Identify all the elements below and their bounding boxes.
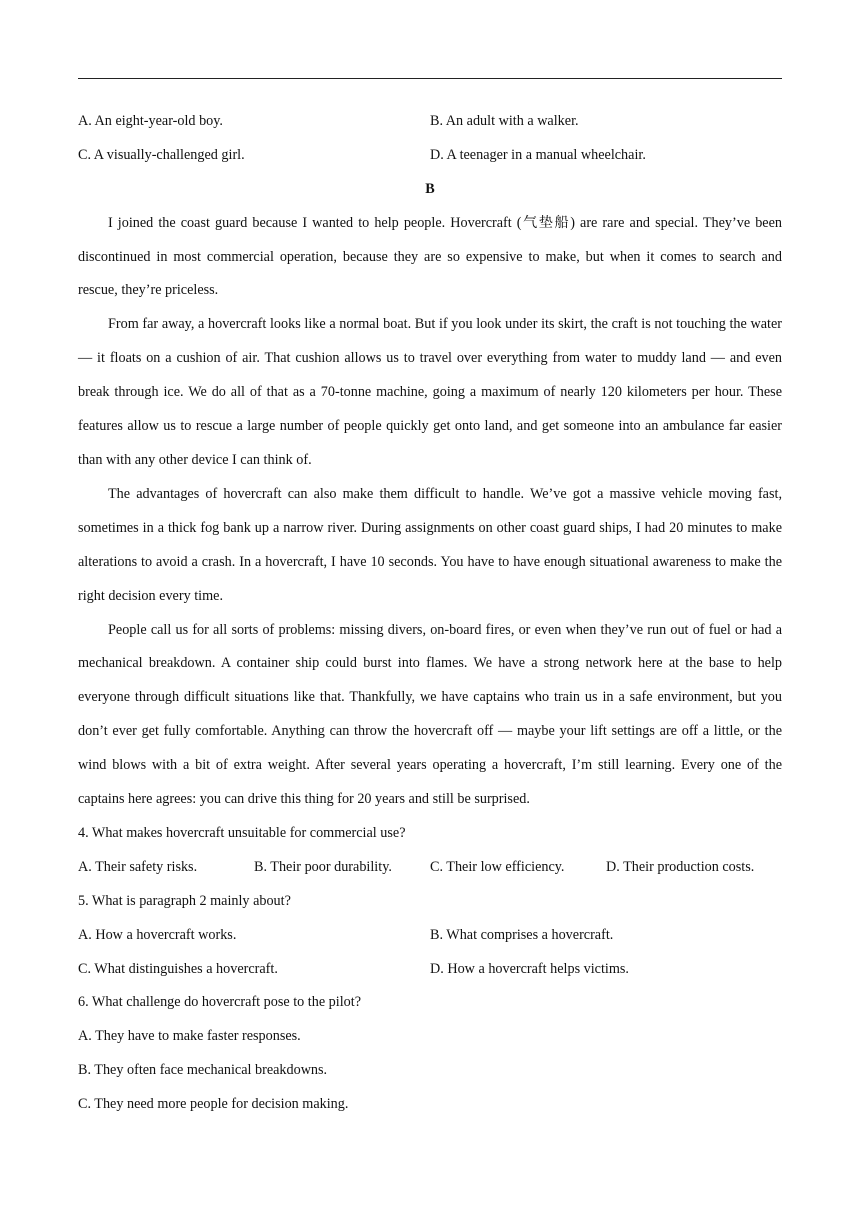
q6-option-a: A. They have to make faster responses. [78,1028,301,1045]
q5-option-a: A. How a hovercraft works. [78,926,237,943]
q4-option-a: A. Their safety risks. [78,858,198,875]
question-5-options-row-1 [78,919,782,953]
question-5: 5. What is paragraph 2 mainly about? [78,892,291,909]
paragraph-4: People call us for all sorts of problems: missing divers, on-board fires, or even when they’ve run out of fuel or had a mechanical breakdown. A container ship could burst into flames. We have a strong network here at the base to help everyone through difficult situations like that. Thankfully, we have captains who train us in a safe environment, but you don’t ever get fully comfortable. Anything can throw the hovercraft off — maybe your lift settings are off a little, or the wind blows with a bit of extra weight. After several years operating a hovercraft, I’m still learning. Every one of the captains here agrees: you can drive this thing for 20 years and still be surprised. [78,621,782,808]
question-5-options-row-2 [78,953,782,987]
q6-option-c: C. They need more people for decision making. [78,1096,349,1113]
q6-option-b: B. They often face mechanical breakdowns. [78,1062,328,1079]
q4-option-c: C. Their low efficiency. [430,858,565,875]
q5-option-b: B. What comprises a hovercraft. [430,926,614,943]
prev-options-row-1 [78,105,782,139]
q4-option-d: D. Their production costs. [606,858,755,875]
paragraph-1: I joined the coast guard because I wanted to help people. Hovercraft (气垫船) are rare and special. They’ve been discontinued in most commercial operation, because they are so expensive to make, but when it comes to search and rescue, they’re priceless. [78,214,782,299]
option-a: A. An eight-year-old boy. [78,113,223,129]
q4-option-b: B. Their poor durability. [254,858,392,875]
question-4-options [78,851,782,885]
prev-options-row-2 [78,139,782,173]
option-c: C. A visually-challenged girl. [78,146,245,163]
paragraph-3: The advantages of hovercraft can also make them difficult to handle. We’ve got a massive vehicle moving fast, sometimes in a thick fog bank up a narrow river. During assignments on other coast guard ships, I had 20 minutes to make alterations to avoid a crash. In a hovercraft, I have 10 seconds. You have to have enough situational awareness to make the right decision every time. [78,485,782,604]
document-body [78,105,782,1122]
paragraph-2: From far away, a hovercraft looks like a normal boat. But if you look under its skirt, the craft is not touching the water — it floats on a cushion of air. That cushion allows us to travel over everything from water to muddy land — and even break through ice. We do all of that as a 70-tonne machine, going a maximum of nearly 120 kilometers per hour. These features allow us to rescue a large number of people quickly get onto land, and get someone into an ambulance far easier than with any other device I can think of. [78,316,782,469]
q5-option-d: D. How a hovercraft helps victims. [430,960,629,977]
option-d: D. A teenager in a manual wheelchair. [430,146,646,163]
option-b: B. An adult with a walker. [430,113,579,129]
question-4: 4. What makes hovercraft unsuitable for commercial use? [78,824,406,841]
question-6: 6. What challenge do hovercraft pose to the pilot? [78,994,361,1011]
q5-option-c: C. What distinguishes a hovercraft. [78,960,278,977]
section-title: B [425,180,435,197]
header-rule [78,78,782,79]
